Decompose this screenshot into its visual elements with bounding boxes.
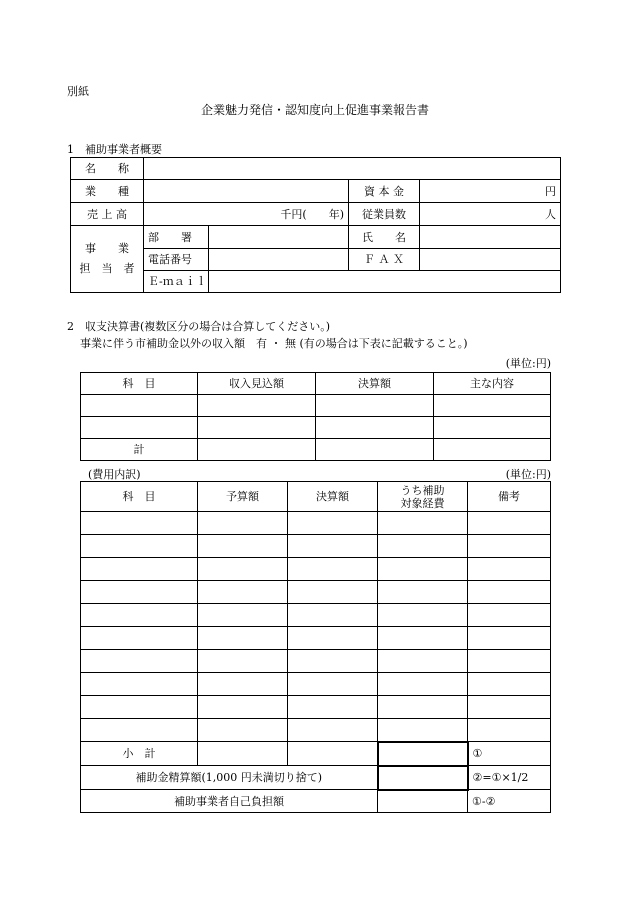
fax-field[interactable] — [420, 249, 561, 271]
subtotal-budget[interactable] — [198, 742, 288, 766]
expense-caption: (費用内訳) — [88, 468, 141, 481]
capital-unit: 円 — [545, 184, 556, 198]
capital-field[interactable] — [420, 180, 561, 203]
name-label: 名 称 — [71, 158, 144, 180]
expense-header-remarks: 備考 — [468, 482, 551, 512]
attachment-label: 別紙 — [67, 85, 89, 98]
grant-amount-field[interactable] — [378, 766, 468, 790]
person-field[interactable] — [420, 226, 561, 249]
person-label: 氏 名 — [349, 226, 420, 249]
capital-label: 資 本 金 — [349, 180, 420, 203]
expense-row — [81, 581, 551, 604]
email-field[interactable] — [209, 271, 561, 293]
income-header-settled: 決算額 — [316, 373, 434, 395]
expense-row — [81, 604, 551, 627]
employees-unit: 人 — [545, 207, 556, 221]
income-total-expected[interactable] — [198, 439, 316, 461]
unit-label-expense: (単位:円) — [505, 468, 551, 481]
section2-heading: 2 収支決算書(複数区分の場合は合算してください。) — [67, 320, 331, 333]
document-title: 企業魅力発信・認知度向上促進事業報告書 — [200, 103, 429, 117]
expense-row — [81, 558, 551, 581]
section1-heading: 1 補助事業者概要 — [67, 143, 162, 156]
contact-person-label — [71, 226, 144, 293]
expense-row — [81, 650, 551, 673]
sales-label: 売 上 高 — [71, 203, 144, 226]
industry-label: 業 種 — [71, 180, 144, 203]
income-table — [80, 372, 551, 461]
employees-label: 従業員数 — [349, 203, 420, 226]
expense-header-budget: 予算額 — [198, 482, 288, 512]
contact-label-line1: 事 業 — [85, 242, 129, 255]
income-total-details[interactable] — [434, 439, 551, 461]
expense-row — [81, 535, 551, 558]
expense-row — [81, 719, 551, 742]
subtotal-settled[interactable] — [288, 742, 378, 766]
fax-label: Ｆ Ａ Ｘ — [349, 249, 420, 271]
expense-row — [81, 512, 551, 535]
phone-field[interactable] — [209, 249, 349, 271]
dept-field[interactable] — [209, 226, 349, 249]
name-field[interactable] — [144, 158, 561, 180]
expense-table — [80, 481, 551, 813]
expense-row — [81, 627, 551, 650]
contact-label-line2: 担 当 者 — [79, 262, 135, 275]
income-row — [81, 395, 551, 417]
income-row — [81, 417, 551, 439]
email-label: Ｅ-ｍａｉｌ — [144, 271, 209, 293]
sales-unit: 千円( 年) — [280, 207, 344, 221]
employees-field[interactable] — [420, 203, 561, 226]
grant-amount-label: 補助金精算額(1,000 円未満切り捨て) — [81, 766, 378, 790]
dept-label: 部 署 — [144, 226, 209, 249]
grant-formula: ②=①×1/2 — [468, 766, 551, 790]
self-burden-formula: ①-② — [468, 790, 551, 813]
expense-header-settled: 決算額 — [288, 482, 378, 512]
income-header-details: 主な内容 — [434, 373, 551, 395]
expense-row — [81, 673, 551, 696]
unit-label-income: (単位:円) — [505, 357, 551, 370]
expense-row — [81, 696, 551, 719]
expense-header-eligible — [378, 482, 468, 512]
eligible-header-line1: うち補助 — [400, 483, 445, 497]
other-income-note: 事業に伴う市補助金以外の収入額 有 ・ 無 (有の場合は下表に記載すること。) — [80, 337, 468, 350]
sales-field[interactable] — [144, 203, 349, 226]
self-burden-label: 補助事業者自己負担額 — [81, 790, 378, 813]
industry-field[interactable] — [144, 180, 349, 203]
income-header-subject: 科 目 — [81, 373, 198, 395]
subtotal-mark: ① — [468, 742, 551, 766]
subtotal-eligible[interactable] — [378, 742, 468, 766]
self-burden-field[interactable] — [378, 790, 468, 813]
business-overview-table — [70, 157, 561, 293]
expense-header-subject: 科 目 — [81, 482, 198, 512]
income-total-settled[interactable] — [316, 439, 434, 461]
eligible-header-line2: 対象経費 — [400, 496, 445, 510]
phone-label: 電話番号 — [144, 249, 209, 271]
income-header-expected: 収入見込額 — [198, 373, 316, 395]
subtotal-label: 小 計 — [81, 742, 198, 766]
income-total-label: 計 — [81, 439, 198, 461]
